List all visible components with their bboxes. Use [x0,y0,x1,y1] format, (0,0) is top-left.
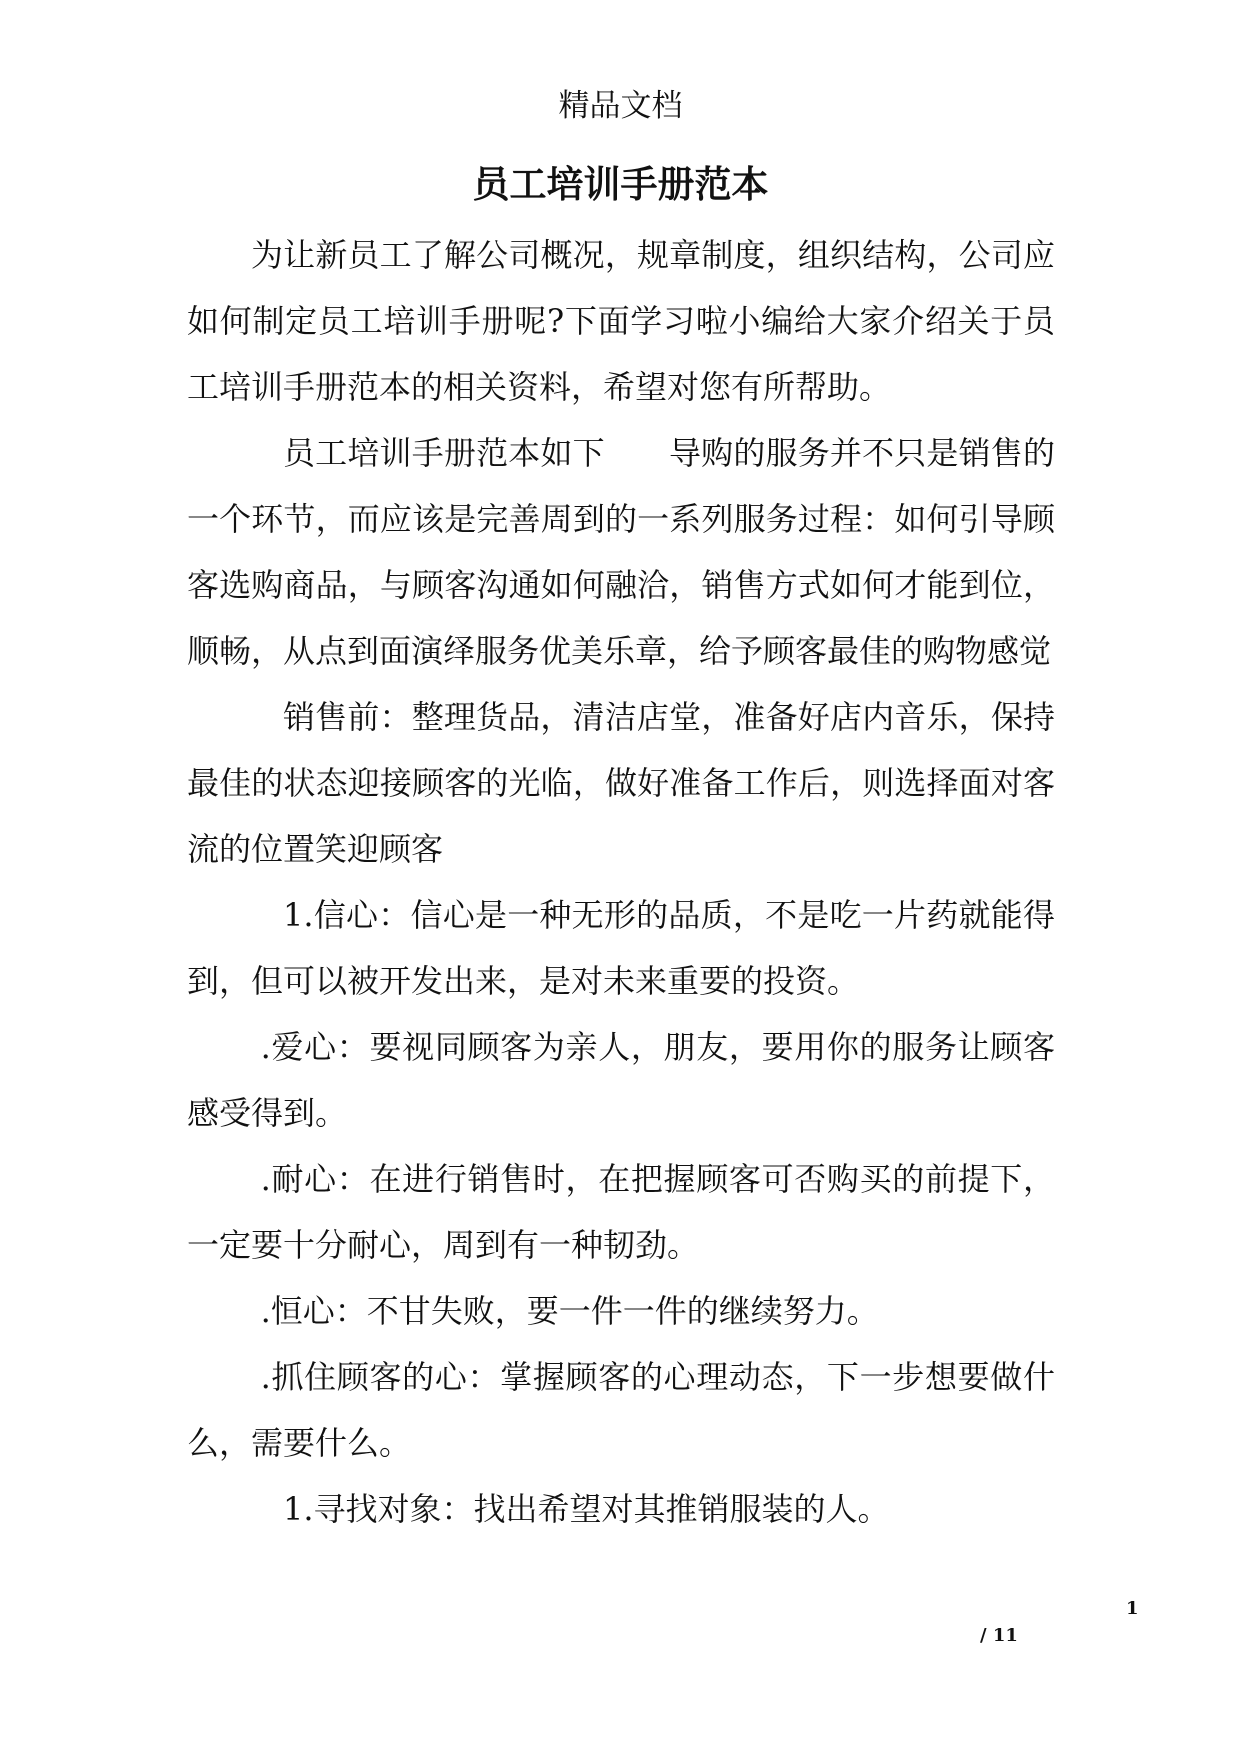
list-item-perseverance: .恒心：不甘失败，要一件一件的继续努力。 [260,1292,879,1330]
list-item-patience: .耐心：在进行销售时，在把握顾客可否购买的前提下，一定要十分耐心，周到有一种韧劲。 [187,1160,1055,1264]
document-header: 精品文档 [558,88,683,124]
paragraph-intro: 为让新员工了解公司概况，规章制度，组织结构，公司应如何制定员工培训手册呢?下面学习啦小编给大家介绍关于员工培训手册范本的相关资料，希望对您有所帮助。 [187,236,1055,406]
paragraph-service-text: 导购的服务并不只是销售的一个环节，而应该是完善周到的一系列服务过程：如何引导顾客选购商品，与顾客沟通如何融洽，销售方式如何才能到位，顺畅，从点到面演绎服务优美乐章，给予顾客最佳的购物感觉 [187,434,1055,670]
page-number: 1 [1126,1598,1139,1619]
document-body [187,222,1055,1542]
list-item-find-target: 1.寻找对象：找出希望对其推销服装的人。 [283,1490,890,1528]
list-item-love: .爱心：要视同顾客为亲人，朋友，要用你的服务让顾客感受得到。 [187,1028,1055,1132]
document-title: 员工培训手册范本 [472,162,769,206]
list-item-confidence: 1.信心：信心是一种无形的品质，不是吃一片药就能得到，但可以被开发出来，是对未来重要的投资。 [187,896,1055,1000]
paragraph-heading: 员工培训手册范本如下 [283,434,605,472]
paragraph-service [187,420,1055,684]
list-item-customer-heart: .抓住顾客的心：掌握顾客的心理动态，下一步想要做什么，需要什么。 [187,1358,1055,1462]
paragraph-before-sale: 销售前：整理货品，清洁店堂，准备好店内音乐，保持最佳的状态迎接顾客的光临，做好准备工作后，则选择面对客流的位置笑迎顾客 [187,698,1055,868]
page-total: / 11 [980,1625,1018,1646]
